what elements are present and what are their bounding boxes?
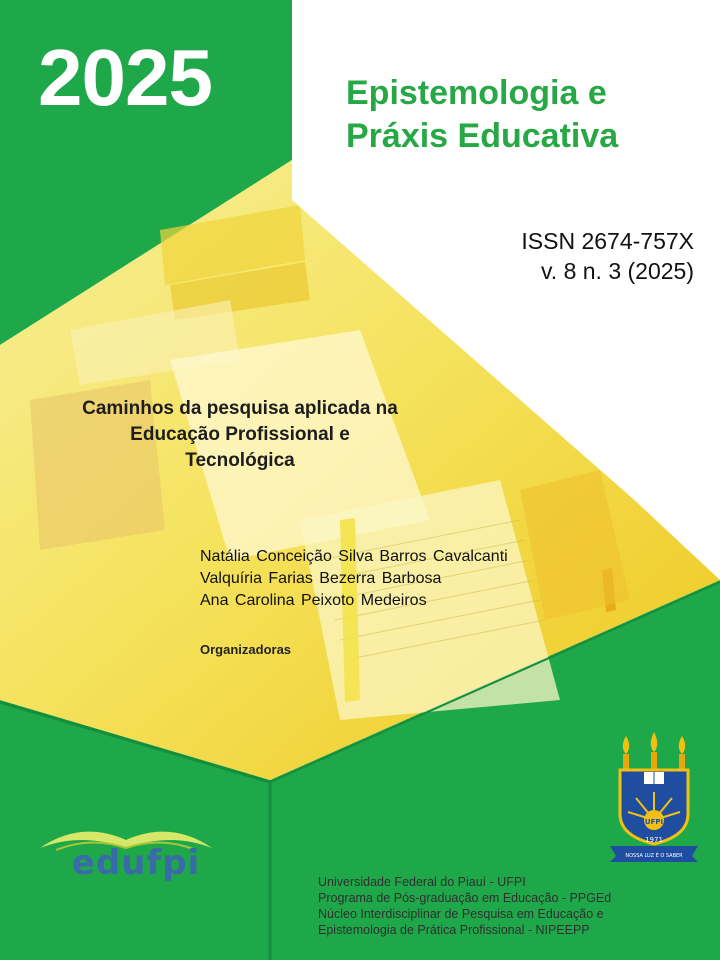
journal-title-line-2: Práxis Educativa xyxy=(346,117,619,155)
journal-title-line-1: Epistemologia e xyxy=(346,74,607,112)
publication-info xyxy=(521,226,694,286)
issn-label: ISSN 2674-757X xyxy=(521,228,694,254)
year-label: 2025 xyxy=(38,33,212,122)
institution-line: Epistemologia de Prática Profissional - NIPEEPP xyxy=(318,923,590,937)
book-title-line-1: Caminhos da pesquisa aplicada na xyxy=(82,398,398,419)
author-name: Natália Conceição Silva Barros Cavalcanti xyxy=(200,548,508,565)
seal-abbrev: UFPI xyxy=(644,818,664,826)
institution-line: Programa de Pós-graduação em Educação - PPGEd xyxy=(318,891,612,905)
seal-banner: NOSSA LUZ É O SABER xyxy=(625,853,683,859)
authors-list xyxy=(200,546,580,612)
institution-info xyxy=(318,874,718,938)
institution-line: Núcleo Interdisciplinar de Pesquisa em Educação e xyxy=(318,907,604,921)
author-name: Ana Carolina Peixoto Medeiros xyxy=(200,592,427,609)
ufpi-seal-icon xyxy=(606,732,702,864)
edufpi-logo: edufpi xyxy=(71,843,201,883)
book-title-line-3: Tecnológica xyxy=(185,450,295,471)
journal-title xyxy=(346,72,716,158)
book-title-line-2: Educação Profissional e xyxy=(130,424,350,445)
seal-year: 1971 xyxy=(645,836,663,844)
organizers-label: Organizadoras xyxy=(200,642,292,657)
book-title xyxy=(20,396,460,474)
author-name: Valquíria Farias Bezerra Barbosa xyxy=(200,570,442,587)
volume-issue-label: v. 8 n. 3 (2025) xyxy=(541,258,694,284)
institution-line: Universidade Federal do Piauí - UFPI xyxy=(318,875,526,889)
